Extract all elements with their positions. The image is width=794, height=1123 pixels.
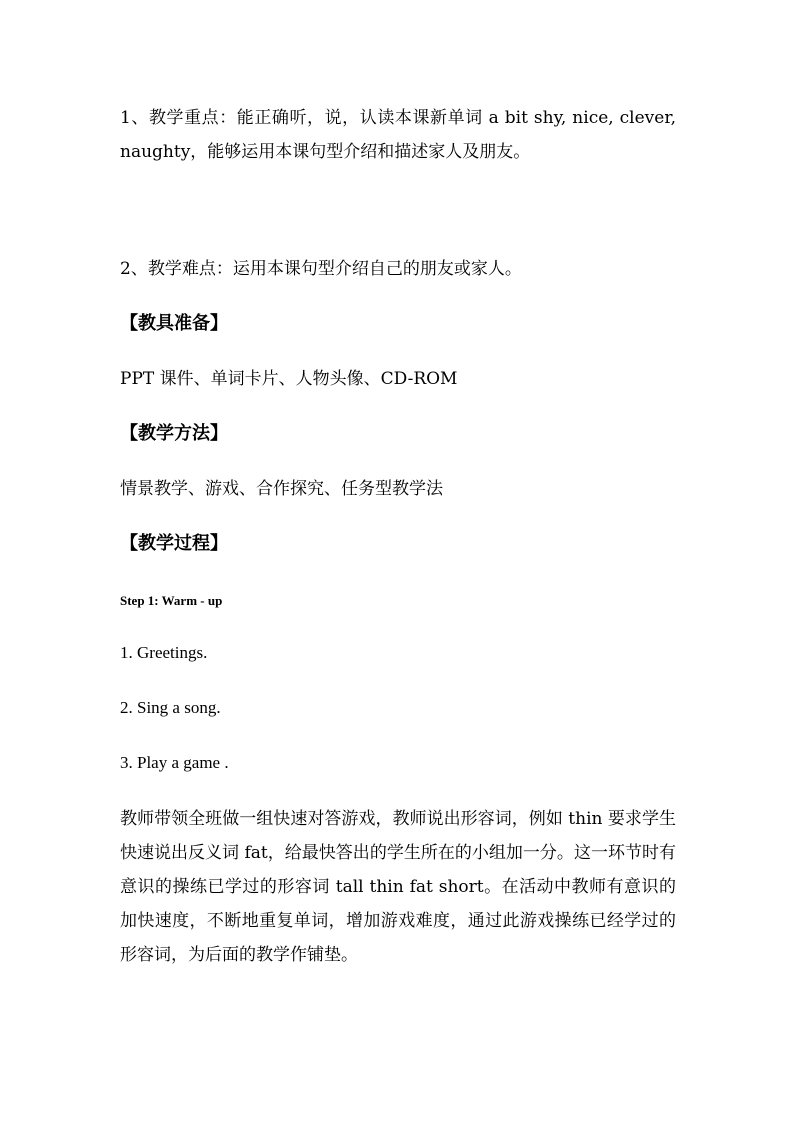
list-item-sing-song: 2. Sing a song. (120, 698, 221, 717)
methods-heading: 【教学方法】 (120, 423, 228, 444)
difficult-points-paragraph: 2、教学难点：运用本课句型介绍自己的朋友或家人。 (120, 259, 522, 279)
step-1-heading: Step 1: Warm - up (120, 593, 223, 608)
materials-heading: 【教具准备】 (120, 313, 228, 334)
process-heading: 【教学过程】 (120, 533, 228, 554)
materials-text: PPT 课件、单词卡片、人物头像、CD-ROM (120, 369, 458, 389)
game-description-paragraph: 教师带领全班做一组快速对答游戏，教师说出形容词，例如 thin 要求学生快速说出反义词 fat，给最快答出的学生所在的小组加一分。这一环节时有意识的操练已学过的形容词 tall thin fat short。在活动中教师有意识的加快速度，不断地重复单词，增加游戏难度，通过此游戏操练已经学过的形容词，为后面的教学作铺垫。 (120, 809, 676, 965)
list-item-greetings: 1. Greetings. (120, 643, 208, 662)
methods-text: 情景教学、游戏、合作探究、任务型教学法 (120, 479, 443, 499)
key-points-paragraph: 1、教学重点：能正确听，说，认读本课新单词 a bit shy, nice, clever, naughty，能够运用本课句型介绍和描述家人及朋友。 (120, 108, 676, 162)
list-item-play-game: 3. Play a game . (120, 753, 229, 772)
